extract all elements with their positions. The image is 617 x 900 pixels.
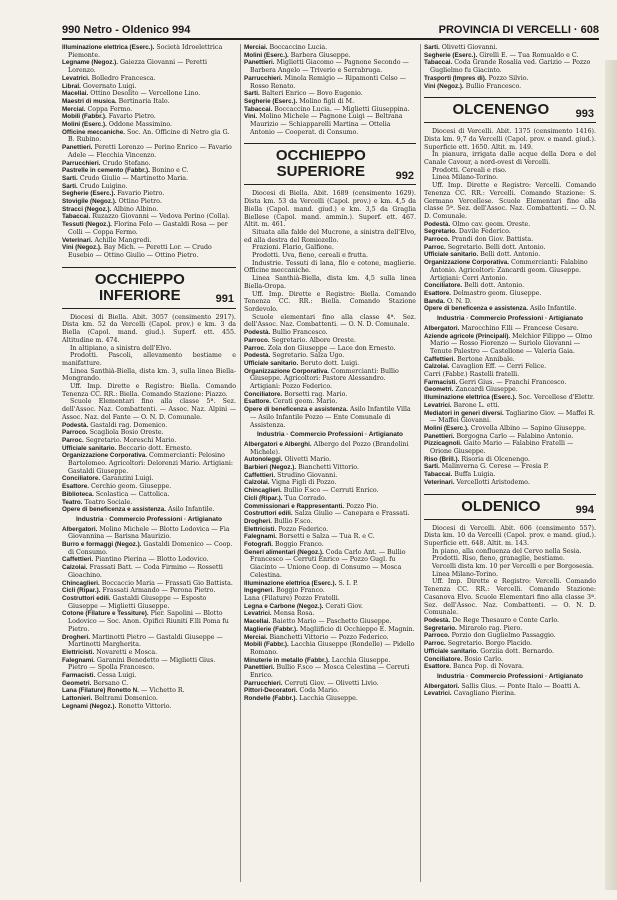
column-rule (240, 44, 241, 882)
directory-entry: Illuminazione elettrica (Eserc.). Società Idroelettrica Piemonte. (62, 44, 223, 59)
directory-entry: Burro e formaggi (Negoz.). Gastaldi Domenico — Coop. di Consumo. (62, 541, 233, 556)
directory-entry: Macellai. Ottino Desolito — Vercellone Lino. (62, 90, 201, 98)
directory-entry: Caffettieri. Bertone Annibale. (424, 355, 515, 363)
town-number: 992 (395, 169, 414, 182)
directory-entry: Panettieri. Peretti Lorenzo — Perino Enrico — Favario Adele — Flecchia Vincenzo. (62, 144, 232, 159)
directory-entry: Segretario. Mirarolo rag. Piero. (424, 624, 523, 632)
directory-entry: Esattore. Delmastro geom. Giuseppe. (424, 289, 542, 297)
directory-entry: Panettieri. Bullio F.sco — Mosca Celestina — Cerruti Enrico. (244, 664, 410, 680)
directory-entry: Legname (Negoz.). Gaiezza Giovanni — Peretti Lorenzo. (62, 59, 207, 75)
directory-entry: Banda. O. N. D. (424, 297, 472, 305)
directory-entry: Commissionari e Rappresentanti. Pozzo Pio. (244, 502, 379, 510)
page-edge (605, 60, 617, 890)
town-description: Diocesi di Vercelli. Abit. 1375 (censimento 1416). Dista km. 9,7 da Vercelli (Capol. prov. e mand. giud.). Superficie ett. 1650. Altit. m. 149. (424, 128, 596, 151)
directory-entry: Podestà. Bullio Francesco. (244, 329, 328, 337)
directory-entry: Stovigile (Negoz.). Ottino Pietro. (62, 198, 162, 206)
directory-entry: Calzolai. Vigna Figli di Pozzo. (244, 479, 337, 487)
directory-entry: Stracci (Negoz.). Albino Albino. (62, 205, 159, 213)
directory-entry: Caffettieri. Strudino Giovanni. (244, 471, 338, 479)
page-header (62, 22, 599, 40)
directory-entry: Organizzazione Corporativa. Commercianti: Pelosino Bartolomeo. Agricoltori: Delorenzi Mario. Artigiani: Gastaldi Giuseppe. (62, 452, 234, 475)
directory-entry: Tessuti (Negoz.). Florina Felo — Gastaldi Rosa — per Colli — Coppa Fermo. (62, 221, 228, 236)
directory-entry: Caffettieri. Piantino Pierina — Blotto Lodovico. (62, 556, 209, 564)
town-header (424, 97, 596, 123)
directory-entry: Parrucchieri. Cerruti Giov. — Olivetti Livio. (244, 679, 379, 687)
directory-entry: Opere di beneficenza e assistenza. Asilo Infantile. (424, 305, 577, 313)
directory-entry: Merciai. Boccaccino Lucia. (244, 44, 328, 51)
directory-entry: Illuminazione elettrica (Eserc.). Soc. Vercellese d'Elettr. (424, 394, 595, 402)
directory-entry: Aziende agricole (Principali). Melchior Filippo — Olmo Mario — Rosso Fiorenzo — Suriolo Giovanni — Tenute Palestro — Castellone — Valeria Gaia. (424, 332, 593, 355)
directory-entry: Macellai. Baietto Mario — Paschetto Giuseppe. (244, 618, 392, 626)
town-header (244, 143, 416, 185)
town-description: Linea Milano-Torino. (432, 174, 498, 182)
town-description: Prodotti. Riso, fieno, granaglie, bestiame. (432, 555, 565, 563)
directory-entry: Falegnami. Borsetti e Salza — Tua R. e C. (244, 533, 375, 541)
directory-entry: Levatrici. Cavagliano Pierina. (424, 690, 517, 698)
directory-entry: Calzolai. Cavaglion Eff. — Cerri Felice. (424, 363, 547, 371)
town-description: Situata alla falde del Mucrone, a sinistra dell'Elvo, ed alla destra del Romiozello. (244, 228, 416, 244)
town-header (62, 267, 236, 309)
directory-entry: Panettieri. Miglietti Giacomo — Pagnone Secondo — Barbera Angelo — Triverio e Serrabruga. (244, 59, 409, 75)
town-description: Scuole Elementari fino alla classe 5ª. Sez. dell'Assoc. Naz. Combattenti. — Assoc. Naz. Alpini — Assoc. Naz. del Fante — O. N. D. Comunale. (62, 398, 236, 421)
directory-entry: Parroco. Porzio don Guglielmo Passaggio. (424, 632, 556, 640)
directory-entry: Panettieri. Borgogna Carlo — Falabino Antonio. (424, 432, 574, 440)
directory-entry: Carri (Fabbr.) Rastelli fratelli. (424, 371, 520, 379)
directory-entry: Chincaglieri. Bullio F.sco — Cerruti Enrico. (244, 487, 379, 495)
directory-entry: Podestà. De Rege Thesauro e Conte Carlo. (424, 617, 560, 624)
directory-entry: Esattore. Cerati geom. Mario. (244, 398, 338, 406)
directory-entry: Lana (Filature) Ronetto N. — Vichetto R. (62, 687, 185, 695)
town-description: Diocesi di Biella. Abit. 3057 (censimento 2917). Dista km. 52 da Vercelli (Capol. prov.) e km. 3 da Biella (Capol. mand. giud.). Superf. ett. 455. Altitudine m. 474. (62, 313, 236, 344)
directory-entry: Pastrelle in cemento (Fabbr.). Bonino e C. (62, 167, 189, 175)
directory-entry: Costruttori edili. Gastaldi Giuseppe — Esposto Giuseppe — Miglietti Giuseppe. (62, 595, 207, 610)
directory-entry: Riso (Brill.). Risoria di Olcenengo. (424, 455, 530, 463)
directory-entry: Rondelle (Fabbr.). Lacchia Giuseppe. (244, 695, 358, 703)
directory-entry: Segherie (Eserc.). Girelli E. — Tua Romualdo e C. (424, 51, 579, 59)
directory-entry: Mediatori in generi diversi. Tagliarino Giov. — Maffei R. — Maffei Giovanni. (424, 409, 596, 425)
town-description: Scuole elementari fino alla classe 4ª. Sez. dell'Assoc. Naz. Combattenti. — O. N. D. Comunale. (244, 313, 416, 329)
town-description: In piano, alla confluenza del Cervo nella Sesia. (432, 547, 582, 555)
directory-entry: Parrucchieri. Crudo Stefano. (62, 159, 151, 167)
directory-entry: Autonoleggi. Olivetti Mario. (244, 456, 331, 464)
directory-entry: Elettricisti. Pozzo Federico. (244, 525, 329, 533)
directory-entry: Podestà. Olmo cav. geom. Oreste. (424, 220, 531, 228)
town-name: OCCHIEPPO SUPERIORE (275, 147, 366, 181)
town-description: Industrie. Tessuti di lana, filo e cotone, maglierie. Officine meccaniche. (244, 259, 416, 275)
directory-entry: Chincaglieri. Boccaccio Maria — Frassati Gio Battista. (62, 579, 233, 587)
directory-entry: Ingegneri. Boggio Franco. (244, 587, 325, 595)
directory-entry: Sarti. Balteri Enrico — Bovo Eugenio. (244, 90, 363, 98)
directory-entry: Albergatori. Marocchino F.lli — Francese Cesare. (424, 324, 579, 332)
town-description: Uff. Imp. Dirette e Registro: Biella. Comando Tenenza CC. RR.: Biella. Comando Stazione Sordevolo. (244, 290, 416, 313)
directory-entry: Minuterie in metallo (Fabbr.). Lacchia Giuseppe. (244, 656, 391, 664)
directory-entry: Conciliatore. Garanzini Luigi. (62, 475, 154, 483)
directory-entry: Maglierie (Fabbr.). Magliificio di Occhieppo E. Magnin. (244, 625, 415, 633)
directory-entry: Lattonieri. Beltrami Domenico. (62, 695, 158, 703)
directory-entry: Falegnami. Garanini Benedetto — Miglietti Gius. Pietro — Spolla Francesco. (62, 656, 216, 672)
directory-entry: Tabaccai. Coda Grande Rosalia ved. Garizio — Pozzo Guglielmo fu Giacinto. (424, 59, 591, 75)
town-description: Linea Milano-Torino. (432, 570, 498, 578)
directory-entry: Ufficiale sanitario. Belli dott. Antonio. (424, 251, 541, 259)
header-right: PROVINCIA DI VERCELLI · 608 (438, 24, 599, 36)
town-name: OLDENICO (461, 497, 541, 515)
directory-entry: Levatrici. Bolledro Francesca. (62, 74, 156, 82)
directory-entry: Levatrici. Barone L. etti. (424, 401, 500, 409)
town-description: In pianura, irrigata dalle acque della Dora e del Canale Cavour, a nord-ovest di Vercelli. (424, 151, 596, 167)
town-number: 994 (575, 503, 594, 516)
directory-entry: Parrucchieri. Minola Remigio — Ripamonti Celso — Rosso Renato. (244, 74, 406, 90)
town-description: Uff. Imp. Dirette e Registro: Vercelli. Comando Tenenza CC. RR.: Vercelli. Comando Stazione: S. Germano Vercellese. Scuole Elementari fino alla classe 5ª. Sez. dell'Assoc. Naz. Combattenti. — O. N. D. Comunale. (424, 182, 596, 220)
directory-entry: Maestri di musica. Bertinaria Italo. (62, 97, 170, 105)
section-heading: Industria · Commercio Professioni · Artigianato (436, 672, 584, 680)
directory-entry: Albergatori. Molino Michele — Blotto Lodovica — Fia Giovannina — Barisna Maurizio. (62, 525, 230, 541)
directory-entry: Illuminazione elettrica (Eserc.). S. I. P. (244, 579, 358, 587)
directory-entry: Legna e Carbone (Negoz.). Cerati Giov. (244, 602, 363, 610)
directory-entry: Conciliatore. Borsetti rag. Mario. (244, 390, 348, 398)
directory-entry: Generi alimentari (Negoz.). Coda Carlo Ant. — Bullio Francesco — Cerruti Enrico — Pozzo Gugl. fu Giacinto — Unione Coop. di Consumo — Mosca Celestina. (244, 548, 406, 579)
directory-entry: Cotone (Filature e Tessiture). Pier. Sapolini — Blotto Lodovico — Soc. Anon. Opifici Riuniti F.lli Poma fu Pietro. (62, 610, 229, 633)
column-2 (244, 44, 416, 703)
directory-entry: Officine meccaniche. Soc. An. Officine di Netro gia G. B. Rubino. (62, 128, 230, 144)
directory-entry: Levatrici. Mensa Rosa. (244, 610, 315, 618)
town-description: Uff. Imp. Dirette e Registro: Vercelli. Comando Tenenza CC. RR.: Vercelli. Comando Stazione: Casanova Elvo. Scuole Elementari fino alla classe 3ª. Sez. dell'Assoc. Naz. Combattenti. — O. N. D. Comunale. (424, 578, 596, 617)
directory-entry: Albergatori. Sallis Gius. — Ponte Italo — Boatti A. (424, 682, 581, 690)
town-name: OCCHIEPPO INFERIORE (94, 270, 185, 304)
directory-entry: Farmacisti. Gerri Gius. — Franchi Francesco. (424, 378, 567, 386)
town-description: Linea Santhià-Biella, dista km. 3, sulla linea Biella-Mongrando. (62, 367, 236, 383)
town-description: Linea Santhià-Biella, dista km. 4,5 sulla linea Biella-Oropa. (244, 275, 416, 290)
directory-entry: Barbieri (Negoz.). Bianchetti Vittorio. (244, 464, 359, 472)
directory-entry: Mobili (Fabbr.). Lacchia Giuseppe (Rondelle) — Pidello Romano. (244, 641, 415, 656)
directory-entry: Mobili (Fabbr.). Favario Pietro. (62, 113, 156, 121)
directory-entry: Calzolai. Frassati Batt. — Coda Firmino — Rossetti Gioachino. (62, 564, 223, 579)
town-description: Prodotti. Cereali e riso. (432, 166, 507, 174)
directory-entry: Parroco. Prandi don Giov. Battista. (424, 236, 534, 244)
directory-entry: Sarti. Crudo Luigino. (62, 182, 128, 190)
directory-entry: Merciai. Bianchetti Vittorio — Pozzo Federico. (244, 633, 389, 641)
column-rule (420, 44, 421, 882)
directory-entry: Parroc. Zola don Giuseppe — Lace don Ernesto. (244, 344, 396, 352)
town-header (424, 494, 596, 520)
column-3 (424, 44, 596, 698)
directory-entry: Cicli (Ripar.). Frassati Armando — Perona Pietro. (62, 587, 216, 595)
directory-entry: Libral. Governato Luigi. (62, 82, 137, 90)
town-name: OLCENENGO (452, 101, 550, 119)
directory-entry: Ufficiale sanitario. Beruto dott. Luigi. (244, 359, 360, 367)
town-description: Diocesi di Vercelli. Abit. 606 (censimento 557). Dista km. 10 da Vercelli (Capol. prov. e mand. giud.). Superficie ett. 648. Altit. m. 143. (424, 524, 596, 547)
directory-entry: Lana (Filature) Pozzo Fratelli. (244, 595, 340, 602)
directory-entry: Organizzazione Corporativa. Commercianti: Falabino Antonio. Agricoltori: Zancardi geom. Giuseppe. Artigiani: Cerri Antonio. (424, 259, 588, 282)
directory-entry: Podestà. Segretario. Salza Ugo. (244, 352, 345, 360)
directory-entry: Molini (Eserc.). Crovella Albino — Sapino Giuseppe. (424, 424, 587, 432)
section-heading: Industria · Commercio Professioni · Artigianato (75, 515, 223, 523)
directory-entry: Biblioteca. Scolastica — Cattolica. (62, 490, 170, 498)
directory-entry: Cicli (Ripar.). Tua Corrado. (244, 494, 327, 502)
town-description: In altipiano, a sinistra dell'Elvo. (70, 344, 172, 352)
directory-entry: Veterinari. Vercellotti Aristodemo. (424, 478, 530, 486)
directory-entry: Opere di beneficenza e assistenza. Asilo Infantile. (62, 506, 215, 514)
town-description: Diocesi di Biella. Abit. 1689 (censimento 1629). Dista km. 53 da Vercelli (Capol. prov.) e km. 4,5 da Biella (Capol. mand. giud.) e km. 3,5 da Graglia Biellese (Capol. mand. ammin.). Superf. ett. 467. Altit. m. 461. (244, 190, 416, 229)
directory-entry: Ufficiale sanitario. Beccario dott. Ernesto. (62, 444, 192, 452)
directory-entry: Tabaccai. Ruzazzo Giovanni — Vedova Perino (Colla). (62, 213, 230, 221)
town-description: Uff. Imp. Dirette e Registro: Biella. Comando Tenenza CC. RR.: Biella. Comando Stazione: Piazzo. (62, 383, 236, 398)
directory-entry: Segretario. Davile Federico. (424, 228, 511, 236)
directory-entry: Drogheri. Martinotti Pietro — Gastaldi Giuseppe — Martinotti Margherita. (62, 633, 223, 649)
directory-entry: Parroco. Segretario. Albore Oreste. (244, 336, 356, 344)
directory-entry: Parroc. Segretario. Borgo Placido. (424, 640, 533, 648)
town-description: Prodotti. Pascoli, allevamento bestiame e manifatture. (62, 352, 236, 367)
directory-entry: Geometri. Zancardi Giuseppe. (424, 386, 518, 394)
directory-entry: Geometri. Bersano C. (62, 679, 129, 687)
town-description: Prodotti. Uva, fieno, cereali e frutta. (252, 252, 369, 260)
town-description: Vercelli dista km. 10 per Vercelli e per Borgosesia. (432, 563, 594, 571)
directory-entry: Vini (Negoz.). Bullio Francesco. (424, 82, 522, 90)
town-description: Frazioni. Flario, Galfione. (252, 244, 334, 252)
directory-entry: Parroco. Scagliola Bosio Oreste. (62, 429, 164, 437)
section-heading: Industria · Commercio Professioni · Artigianato (256, 431, 404, 439)
directory-entry: Ufficiale sanitario. Gorziia dott. Bernardo. (424, 647, 554, 655)
directory-entry: Sarti. Malinverna G. Cerese — Fresia P. (424, 463, 549, 471)
directory-entry: Conciliatore. Bosio Carlo. (424, 655, 503, 663)
directory-entry: Vini (Negoz.). Bay Mich. — Peretti Lor. — Crudo Eusebio — Ottino Giulio — Ottino Pietro. (62, 244, 212, 259)
town-number: 991 (215, 292, 234, 305)
directory-entry: Esattore. Cerchio geom. Giuseppe. (62, 483, 172, 491)
directory-entry: Pittori-Decoratori. Coda Mario. (244, 687, 339, 695)
directory-entry: Pizzicagnoli. Gaito Mario — Falabino Fratelli — Orione Giuseppe. (424, 440, 574, 456)
directory-entry: Organizzazione Corporativa. Commercianti: Bullio Giuseppe. Agricoltori: Pastore Alessandro. Artigiani: Pozzo Federico. (244, 367, 399, 391)
directory-entry: Parroc. Segretario. Belli dott. Antonio. (424, 243, 546, 251)
directory-entry: Elettricisti. Novaretti e Mosca. (62, 648, 158, 656)
directory-entry: Legnami (Negoz.). Ronetto Vittorio. (62, 702, 172, 710)
directory-entry: Vini. Molino Michele — Pagnone Luigi — Beltrana Maurizio — Schiapparelli Martina — Ottelia Antonio — Cooperat. di Consumo. (244, 113, 403, 136)
directory-entry: Albergatori e Alberghi. Albergo del Pozzo (Brandolini Michele). (244, 440, 409, 456)
directory-entry: Costruttori edili. Salza Giulio — Canepara e Frassati. (244, 510, 410, 518)
directory-entry: Parroc. Segretario. Moreschi Mario. (62, 436, 177, 444)
directory-entry: Tabaccai. Buffa Luigia. (424, 471, 496, 479)
directory-entry: Podestà. Gastaldi rag. Domenico. (62, 421, 168, 429)
directory-entry: Fotografi. Boggio Franco. (244, 541, 324, 549)
column-1 (62, 44, 236, 711)
directory-entry: Molini (Eserc.). Barbera Giuseppe. (244, 51, 351, 59)
directory-entry: Teatro. Teatro Sociale. (62, 498, 133, 506)
section-heading: Industria · Commercio Professioni · Artigianato (436, 315, 584, 323)
directory-entry: Farmacisti. Cessa Luigi. (62, 672, 137, 680)
town-number: 993 (575, 107, 594, 120)
directory-entry: Esattore. Banca Pop. di Novara. (424, 663, 524, 671)
directory-entry: Drogheri. Bullio F.sco. (244, 517, 313, 525)
directory-entry: Opere di beneficenza e assistenza. Asilo Infantile Villa — Asilo Infantile Pozzo — Ente Comunale di Assistenza. (244, 406, 411, 429)
directory-entry: Mercial. Coppa Fermo. (62, 105, 133, 113)
directory-entry: Sarti. Olivetti Giovanni. (424, 44, 498, 51)
directory-entry: Tabaccai. Boccaccino Lucia. — Miglietti Giuseppina. (244, 105, 410, 113)
directory-entry: Molini (Eserc.). Oddone Massimino. (62, 121, 172, 129)
directory-entry: Trasporti (Impres di). Pozzo Silvio. (424, 74, 529, 82)
directory-entry: Veterinari. Achille Mangredi. (62, 236, 152, 244)
directory-entry: Sarti. Crudo Giulio — Martinetto Maria. (62, 174, 189, 182)
header-left: 990 Netro - Oldenico 994 (62, 24, 191, 36)
directory-entry: Segherie (Eserc.). Favario Pietro. (62, 190, 165, 198)
directory-entry: Segherie (Eserc.). Molino figli di M. (244, 97, 355, 105)
directory-entry: Conciliatore. Belli dott. Antonio. (424, 282, 525, 290)
